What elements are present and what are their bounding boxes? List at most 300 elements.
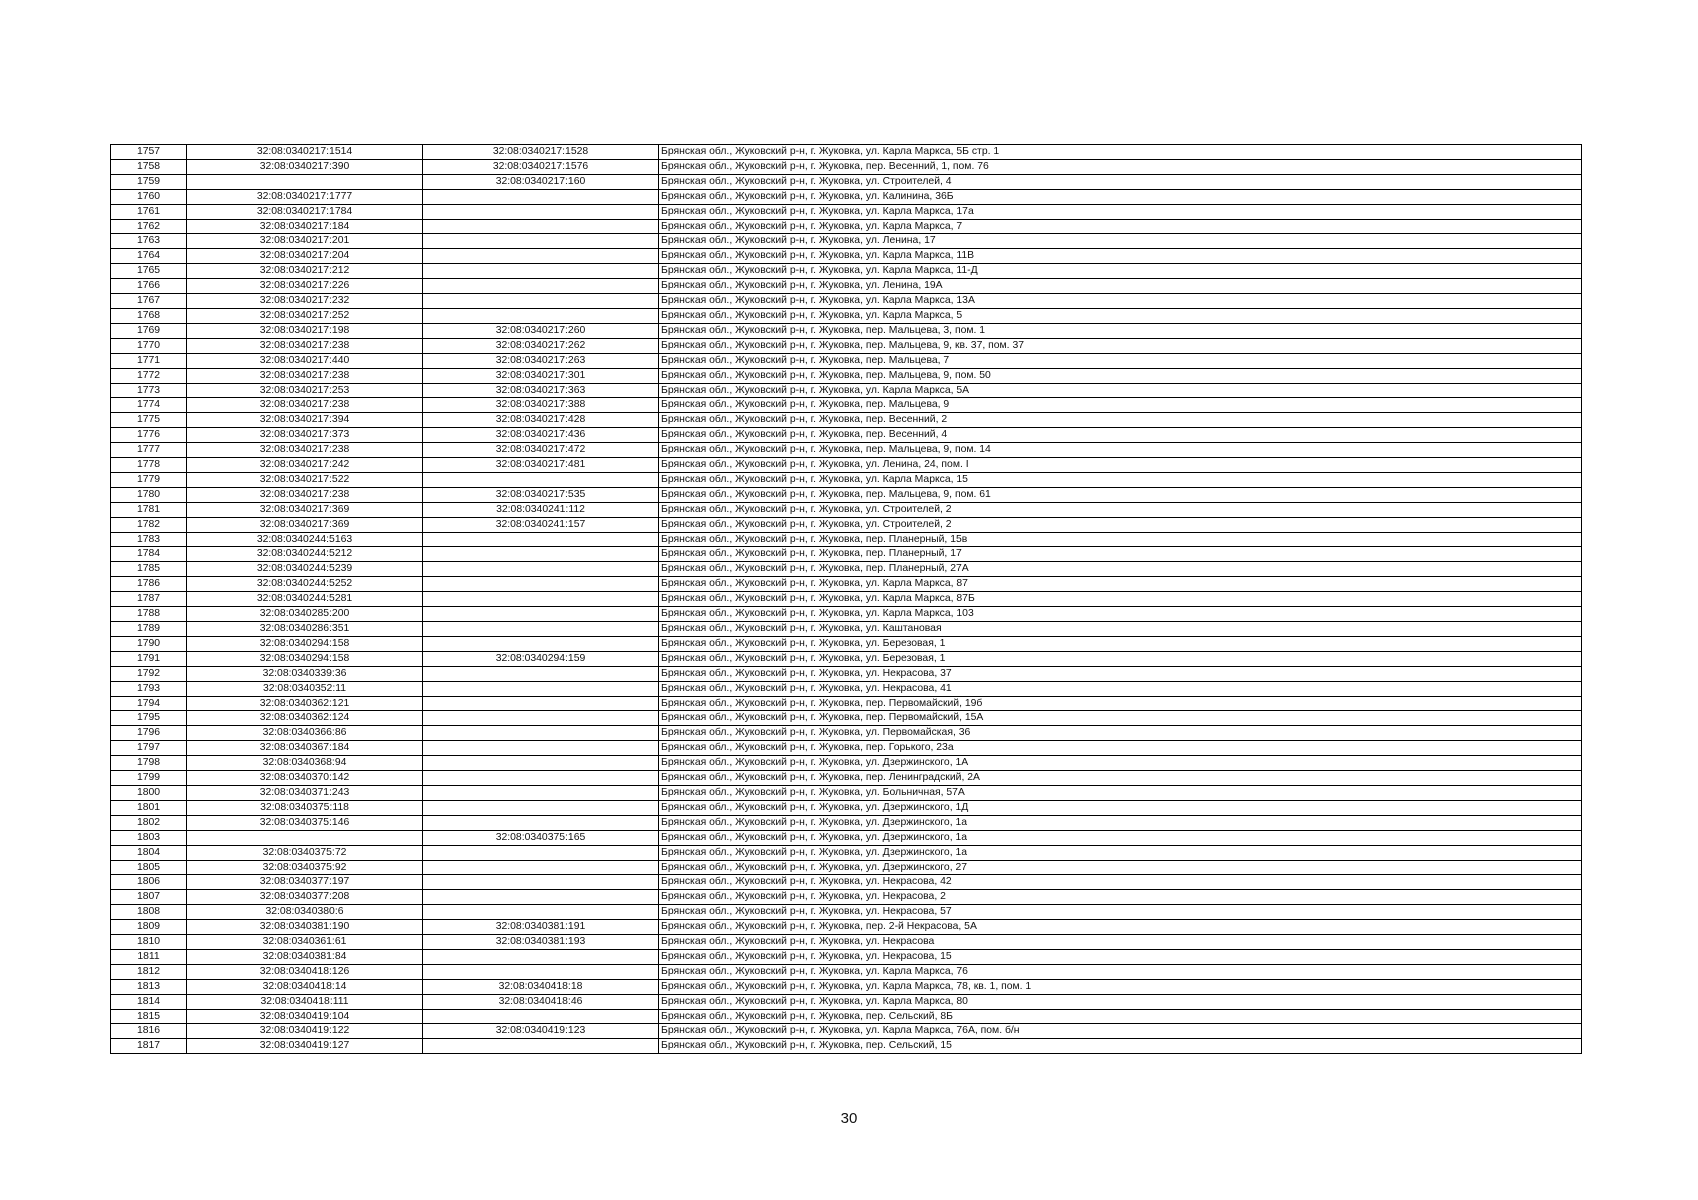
related-number-cell — [423, 636, 659, 651]
address-cell: Брянская обл., Жуковский р-н, г. Жуковка, пер. Мальцева, 3, пом. 1 — [659, 323, 1582, 338]
address-cell: Брянская обл., Жуковский р-н, г. Жуковка, пер. Мальцева, 9, кв. 37, пом. 37 — [659, 338, 1582, 353]
table-row — [111, 681, 1582, 696]
cadastral-number-cell: 32:08:0340217:204 — [187, 249, 423, 264]
table-row — [111, 398, 1582, 413]
cadastral-number-cell: 32:08:0340367:184 — [187, 741, 423, 756]
row-number-cell: 1795 — [111, 711, 187, 726]
related-number-cell — [423, 890, 659, 905]
related-number-cell — [423, 666, 659, 681]
table-row — [111, 964, 1582, 979]
row-number-cell: 1777 — [111, 443, 187, 458]
related-number-cell — [423, 905, 659, 920]
row-number-cell: 1764 — [111, 249, 187, 264]
table-row — [111, 428, 1582, 443]
related-number-cell: 32:08:0340217:472 — [423, 443, 659, 458]
row-number-cell: 1758 — [111, 159, 187, 174]
cadastral-number-cell — [187, 830, 423, 845]
row-number-cell: 1796 — [111, 726, 187, 741]
address-cell: Брянская обл., Жуковский р-н, г. Жуковка, ул. Карла Маркса, 80 — [659, 994, 1582, 1009]
address-cell: Брянская обл., Жуковский р-н, г. Жуковка, ул. Каштановая — [659, 622, 1582, 637]
related-number-cell — [423, 294, 659, 309]
cadastral-number-cell: 32:08:0340377:208 — [187, 890, 423, 905]
address-cell: Брянская обл., Жуковский р-н, г. Жуковка, ул. Березовая, 1 — [659, 651, 1582, 666]
table-row — [111, 219, 1582, 234]
cadastral-number-cell: 32:08:0340244:5163 — [187, 532, 423, 547]
row-number-cell: 1765 — [111, 264, 187, 279]
row-number-cell: 1776 — [111, 428, 187, 443]
address-cell: Брянская обл., Жуковский р-н, г. Жуковка, ул. Карла Маркса, 5 — [659, 308, 1582, 323]
row-number-cell: 1791 — [111, 651, 187, 666]
page-number: 30 — [840, 1110, 858, 1127]
address-cell: Брянская обл., Жуковский р-н, г. Жуковка, ул. Дзержинского, 1а — [659, 815, 1582, 830]
row-number-cell: 1757 — [111, 145, 187, 160]
related-number-cell — [423, 815, 659, 830]
cadastral-number-cell: 32:08:0340375:92 — [187, 860, 423, 875]
cadastral-number-cell: 32:08:0340217:252 — [187, 308, 423, 323]
related-number-cell: 32:08:0340217:1576 — [423, 159, 659, 174]
cadastral-number-cell: 32:08:0340217:1777 — [187, 189, 423, 204]
cadastral-number-cell: 32:08:0340244:5252 — [187, 577, 423, 592]
row-number-cell: 1785 — [111, 562, 187, 577]
address-cell: Брянская обл., Жуковский р-н, г. Жуковка, ул. Карла Маркса, 15 — [659, 472, 1582, 487]
table-row — [111, 800, 1582, 815]
row-number-cell: 1769 — [111, 323, 187, 338]
table-row — [111, 979, 1582, 994]
cadastral-number-cell: 32:08:0340217:369 — [187, 517, 423, 532]
table-row — [111, 279, 1582, 294]
cadastral-number-cell: 32:08:0340217:238 — [187, 398, 423, 413]
related-number-cell: 32:08:0340217:436 — [423, 428, 659, 443]
row-number-cell: 1768 — [111, 308, 187, 323]
related-number-cell — [423, 726, 659, 741]
table-row — [111, 458, 1582, 473]
row-number-cell: 1789 — [111, 622, 187, 637]
cadastral-number-cell: 32:08:0340217:201 — [187, 234, 423, 249]
row-number-cell: 1805 — [111, 860, 187, 875]
table-row — [111, 860, 1582, 875]
related-number-cell — [423, 279, 659, 294]
related-number-cell — [423, 785, 659, 800]
table-row — [111, 443, 1582, 458]
table-row — [111, 622, 1582, 637]
address-cell: Брянская обл., Жуковский р-н, г. Жуковка, ул. Карла Маркса, 76 — [659, 964, 1582, 979]
table-row — [111, 756, 1582, 771]
table-row — [111, 517, 1582, 532]
row-number-cell: 1778 — [111, 458, 187, 473]
address-cell: Брянская обл., Жуковский р-н, г. Жуковка, ул. Карла Маркса, 11В — [659, 249, 1582, 264]
cadastral-number-cell: 32:08:0340217:212 — [187, 264, 423, 279]
table-row — [111, 562, 1582, 577]
address-cell: Брянская обл., Жуковский р-н, г. Жуковка, пер. Мальцева, 7 — [659, 353, 1582, 368]
table-row — [111, 1009, 1582, 1024]
related-number-cell: 32:08:0340217:263 — [423, 353, 659, 368]
address-cell: Брянская обл., Жуковский р-н, г. Жуковка, пер. Весенний, 1, пом. 76 — [659, 159, 1582, 174]
row-number-cell: 1771 — [111, 353, 187, 368]
related-number-cell — [423, 860, 659, 875]
related-number-cell: 32:08:0340217:428 — [423, 413, 659, 428]
related-number-cell: 32:08:0340241:112 — [423, 502, 659, 517]
cadastral-number-cell: 32:08:0340375:146 — [187, 815, 423, 830]
row-number-cell: 1793 — [111, 681, 187, 696]
cadastral-number-cell: 32:08:0340377:197 — [187, 875, 423, 890]
address-cell: Брянская обл., Жуковский р-н, г. Жуковка, пер. Мальцева, 9, пом. 50 — [659, 368, 1582, 383]
table-body — [111, 145, 1582, 1054]
address-cell: Брянская обл., Жуковский р-н, г. Жуковка, ул. Ленина, 17 — [659, 234, 1582, 249]
table-row — [111, 383, 1582, 398]
table-row — [111, 547, 1582, 562]
related-number-cell — [423, 204, 659, 219]
row-number-cell: 1787 — [111, 592, 187, 607]
cadastral-number-cell: 32:08:0340294:158 — [187, 636, 423, 651]
table-row — [111, 532, 1582, 547]
cadastral-number-cell: 32:08:0340380:6 — [187, 905, 423, 920]
row-number-cell: 1808 — [111, 905, 187, 920]
address-cell: Брянская обл., Жуковский р-н, г. Жуковка, ул. Первомайская, 36 — [659, 726, 1582, 741]
address-cell: Брянская обл., Жуковский р-н, г. Жуковка, пер. Мальцева, 9, пом. 61 — [659, 487, 1582, 502]
address-cell: Брянская обл., Жуковский р-н, г. Жуковка, пер. Ленинградский, 2А — [659, 771, 1582, 786]
related-number-cell — [423, 532, 659, 547]
cadastral-number-cell: 32:08:0340352:11 — [187, 681, 423, 696]
table-row — [111, 338, 1582, 353]
address-cell: Брянская обл., Жуковский р-н, г. Жуковка, ул. Карла Маркса, 78, кв. 1, пом. 1 — [659, 979, 1582, 994]
table-row — [111, 920, 1582, 935]
related-number-cell: 32:08:0340381:191 — [423, 920, 659, 935]
address-cell: Брянская обл., Жуковский р-н, г. Жуковка, ул. Дзержинского, 1а — [659, 830, 1582, 845]
cadastral-number-cell: 32:08:0340217:226 — [187, 279, 423, 294]
table-row — [111, 815, 1582, 830]
document-page — [110, 144, 1581, 1054]
table-row — [111, 845, 1582, 860]
row-number-cell: 1767 — [111, 294, 187, 309]
address-cell: Брянская обл., Жуковский р-н, г. Жуковка, пер. Первомайский, 19б — [659, 696, 1582, 711]
related-number-cell — [423, 1039, 659, 1054]
table-row — [111, 264, 1582, 279]
related-number-cell — [423, 681, 659, 696]
related-number-cell: 32:08:0340217:1528 — [423, 145, 659, 160]
table-row — [111, 607, 1582, 622]
cadastral-number-cell: 32:08:0340217:242 — [187, 458, 423, 473]
related-number-cell — [423, 219, 659, 234]
address-cell: Брянская обл., Жуковский р-н, г. Жуковка, ул. Ленина, 19А — [659, 279, 1582, 294]
address-cell: Брянская обл., Жуковский р-н, г. Жуковка, ул. Карла Маркса, 103 — [659, 607, 1582, 622]
cadastral-number-cell: 32:08:0340371:243 — [187, 785, 423, 800]
table-row — [111, 875, 1582, 890]
table-row — [111, 502, 1582, 517]
cadastral-number-cell: 32:08:0340217:238 — [187, 368, 423, 383]
table-row — [111, 234, 1582, 249]
row-number-cell: 1807 — [111, 890, 187, 905]
table-row — [111, 636, 1582, 651]
cadastral-table — [110, 144, 1582, 1054]
cadastral-number-cell: 32:08:0340419:104 — [187, 1009, 423, 1024]
address-cell: Брянская обл., Жуковский р-н, г. Жуковка, пер. 2-й Некрасова, 5А — [659, 920, 1582, 935]
address-cell: Брянская обл., Жуковский р-н, г. Жуковка, ул. Карла Маркса, 17а — [659, 204, 1582, 219]
cadastral-number-cell: 32:08:0340217:369 — [187, 502, 423, 517]
related-number-cell — [423, 592, 659, 607]
cadastral-number-cell: 32:08:0340217:238 — [187, 487, 423, 502]
related-number-cell — [423, 189, 659, 204]
address-cell: Брянская обл., Жуковский р-н, г. Жуковка, пер. Весенний, 2 — [659, 413, 1582, 428]
row-number-cell: 1798 — [111, 756, 187, 771]
related-number-cell — [423, 472, 659, 487]
row-number-cell: 1763 — [111, 234, 187, 249]
table-row — [111, 472, 1582, 487]
cadastral-number-cell: 32:08:0340217:232 — [187, 294, 423, 309]
row-number-cell: 1779 — [111, 472, 187, 487]
cadastral-number-cell: 32:08:0340418:126 — [187, 964, 423, 979]
related-number-cell: 32:08:0340418:46 — [423, 994, 659, 1009]
table-row — [111, 323, 1582, 338]
address-cell: Брянская обл., Жуковский р-н, г. Жуковка, пер. Сельский, 8Б — [659, 1009, 1582, 1024]
address-cell: Брянская обл., Жуковский р-н, г. Жуковка, ул. Березовая, 1 — [659, 636, 1582, 651]
cadastral-number-cell: 32:08:0340370:142 — [187, 771, 423, 786]
address-cell: Брянская обл., Жуковский р-н, г. Жуковка, пер. Сельский, 15 — [659, 1039, 1582, 1054]
cadastral-number-cell: 32:08:0340286:351 — [187, 622, 423, 637]
address-cell: Брянская обл., Жуковский р-н, г. Жуковка, ул. Некрасова, 57 — [659, 905, 1582, 920]
related-number-cell: 32:08:0340419:123 — [423, 1024, 659, 1039]
related-number-cell — [423, 741, 659, 756]
cadastral-number-cell: 32:08:0340361:61 — [187, 935, 423, 950]
table-row — [111, 174, 1582, 189]
address-cell: Брянская обл., Жуковский р-н, г. Жуковка, ул. Карла Маркса, 87 — [659, 577, 1582, 592]
related-number-cell — [423, 607, 659, 622]
related-number-cell: 32:08:0340381:193 — [423, 935, 659, 950]
table-row — [111, 592, 1582, 607]
table-row — [111, 308, 1582, 323]
cadastral-number-cell: 32:08:0340375:118 — [187, 800, 423, 815]
cadastral-number-cell: 32:08:0340244:5239 — [187, 562, 423, 577]
related-number-cell — [423, 622, 659, 637]
row-number-cell: 1759 — [111, 174, 187, 189]
address-cell: Брянская обл., Жуковский р-н, г. Жуковка, ул. Карла Маркса, 5А — [659, 383, 1582, 398]
table-row — [111, 145, 1582, 160]
cadastral-number-cell: 32:08:0340244:5212 — [187, 547, 423, 562]
related-number-cell: 32:08:0340217:388 — [423, 398, 659, 413]
address-cell: Брянская обл., Жуковский р-н, г. Жуковка, пер. Планерный, 17 — [659, 547, 1582, 562]
address-cell: Брянская обл., Жуковский р-н, г. Жуковка, ул. Некрасова, 42 — [659, 875, 1582, 890]
row-number-cell: 1775 — [111, 413, 187, 428]
cadastral-number-cell: 32:08:0340381:190 — [187, 920, 423, 935]
address-cell: Брянская обл., Жуковский р-н, г. Жуковка, ул. Некрасова, 37 — [659, 666, 1582, 681]
table-row — [111, 935, 1582, 950]
row-number-cell: 1786 — [111, 577, 187, 592]
row-number-cell: 1792 — [111, 666, 187, 681]
related-number-cell — [423, 577, 659, 592]
row-number-cell: 1815 — [111, 1009, 187, 1024]
related-number-cell — [423, 771, 659, 786]
table-row — [111, 1024, 1582, 1039]
related-number-cell: 32:08:0340418:18 — [423, 979, 659, 994]
row-number-cell: 1799 — [111, 771, 187, 786]
row-number-cell: 1761 — [111, 204, 187, 219]
address-cell: Брянская обл., Жуковский р-н, г. Жуковка, ул. Строителей, 2 — [659, 517, 1582, 532]
row-number-cell: 1766 — [111, 279, 187, 294]
related-number-cell: 32:08:0340217:262 — [423, 338, 659, 353]
address-cell: Брянская обл., Жуковский р-н, г. Жуковка, ул. Карла Маркса, 76А, пом. б/н — [659, 1024, 1582, 1039]
address-cell: Брянская обл., Жуковский р-н, г. Жуковка, ул. Строителей, 4 — [659, 174, 1582, 189]
row-number-cell: 1762 — [111, 219, 187, 234]
address-cell: Брянская обл., Жуковский р-н, г. Жуковка, ул. Строителей, 2 — [659, 502, 1582, 517]
related-number-cell: 32:08:0340294:159 — [423, 651, 659, 666]
table-row — [111, 741, 1582, 756]
row-number-cell: 1782 — [111, 517, 187, 532]
cadastral-number-cell: 32:08:0340217:394 — [187, 413, 423, 428]
cadastral-number-cell: 32:08:0340217:253 — [187, 383, 423, 398]
related-number-cell: 32:08:0340217:363 — [423, 383, 659, 398]
row-number-cell: 1794 — [111, 696, 187, 711]
related-number-cell — [423, 696, 659, 711]
cadastral-number-cell: 32:08:0340362:121 — [187, 696, 423, 711]
address-cell: Брянская обл., Жуковский р-н, г. Жуковка, ул. Больничная, 57А — [659, 785, 1582, 800]
row-number-cell: 1812 — [111, 964, 187, 979]
table-row — [111, 994, 1582, 1009]
address-cell: Брянская обл., Жуковский р-н, г. Жуковка, ул. Дзержинского, 1а — [659, 845, 1582, 860]
related-number-cell — [423, 711, 659, 726]
cadastral-number-cell: 32:08:0340418:14 — [187, 979, 423, 994]
address-cell: Брянская обл., Жуковский р-н, г. Жуковка, ул. Карла Маркса, 87Б — [659, 592, 1582, 607]
table-row — [111, 577, 1582, 592]
row-number-cell: 1772 — [111, 368, 187, 383]
table-row — [111, 368, 1582, 383]
cadastral-number-cell — [187, 174, 423, 189]
address-cell: Брянская обл., Жуковский р-н, г. Жуковка, пер. Мальцева, 9 — [659, 398, 1582, 413]
row-number-cell: 1784 — [111, 547, 187, 562]
address-cell: Брянская обл., Жуковский р-н, г. Жуковка, ул. Карла Маркса, 7 — [659, 219, 1582, 234]
row-number-cell: 1783 — [111, 532, 187, 547]
related-number-cell — [423, 800, 659, 815]
related-number-cell — [423, 562, 659, 577]
cadastral-number-cell: 32:08:0340217:440 — [187, 353, 423, 368]
cadastral-number-cell: 32:08:0340368:94 — [187, 756, 423, 771]
cadastral-number-cell: 32:08:0340419:127 — [187, 1039, 423, 1054]
related-number-cell — [423, 547, 659, 562]
table-row — [111, 1039, 1582, 1054]
table-row — [111, 204, 1582, 219]
table-row — [111, 905, 1582, 920]
address-cell: Брянская обл., Жуковский р-н, г. Жуковка, ул. Дзержинского, 27 — [659, 860, 1582, 875]
related-number-cell: 32:08:0340217:535 — [423, 487, 659, 502]
table-row — [111, 487, 1582, 502]
cadastral-number-cell: 32:08:0340285:200 — [187, 607, 423, 622]
related-number-cell: 32:08:0340375:165 — [423, 830, 659, 845]
related-number-cell — [423, 949, 659, 964]
table-row — [111, 771, 1582, 786]
related-number-cell — [423, 964, 659, 979]
address-cell: Брянская обл., Жуковский р-н, г. Жуковка, пер. Мальцева, 9, пом. 14 — [659, 443, 1582, 458]
table-row — [111, 949, 1582, 964]
cadastral-number-cell: 32:08:0340217:390 — [187, 159, 423, 174]
table-row — [111, 890, 1582, 905]
cadastral-number-cell: 32:08:0340217:198 — [187, 323, 423, 338]
row-number-cell: 1801 — [111, 800, 187, 815]
table-row — [111, 666, 1582, 681]
cadastral-number-cell: 32:08:0340217:1784 — [187, 204, 423, 219]
address-cell: Брянская обл., Жуковский р-н, г. Жуковка, пер. Горького, 23а — [659, 741, 1582, 756]
address-cell: Брянская обл., Жуковский р-н, г. Жуковка, ул. Карла Маркса, 13А — [659, 294, 1582, 309]
row-number-cell: 1809 — [111, 920, 187, 935]
cadastral-number-cell: 32:08:0340217:522 — [187, 472, 423, 487]
table-row — [111, 726, 1582, 741]
row-number-cell: 1816 — [111, 1024, 187, 1039]
row-number-cell: 1774 — [111, 398, 187, 413]
cadastral-number-cell: 32:08:0340217:373 — [187, 428, 423, 443]
address-cell: Брянская обл., Жуковский р-н, г. Жуковка, ул. Некрасова — [659, 935, 1582, 950]
row-number-cell: 1773 — [111, 383, 187, 398]
row-number-cell: 1797 — [111, 741, 187, 756]
table-row — [111, 711, 1582, 726]
cadastral-number-cell: 32:08:0340381:84 — [187, 949, 423, 964]
cadastral-number-cell: 32:08:0340362:124 — [187, 711, 423, 726]
related-number-cell: 32:08:0340217:301 — [423, 368, 659, 383]
table-row — [111, 830, 1582, 845]
table-row — [111, 353, 1582, 368]
address-cell: Брянская обл., Жуковский р-н, г. Жуковка, пер. Первомайский, 15А — [659, 711, 1582, 726]
cadastral-number-cell: 32:08:0340217:184 — [187, 219, 423, 234]
row-number-cell: 1781 — [111, 502, 187, 517]
address-cell: Брянская обл., Жуковский р-н, г. Жуковка, ул. Некрасова, 2 — [659, 890, 1582, 905]
related-number-cell — [423, 756, 659, 771]
related-number-cell: 32:08:0340217:260 — [423, 323, 659, 338]
row-number-cell: 1780 — [111, 487, 187, 502]
address-cell: Брянская обл., Жуковский р-н, г. Жуковка, ул. Ленина, 24, пом. I — [659, 458, 1582, 473]
row-number-cell: 1788 — [111, 607, 187, 622]
row-number-cell: 1813 — [111, 979, 187, 994]
table-row — [111, 249, 1582, 264]
table-row — [111, 159, 1582, 174]
row-number-cell: 1802 — [111, 815, 187, 830]
address-cell: Брянская обл., Жуковский р-н, г. Жуковка, ул. Карла Маркса, 11-Д — [659, 264, 1582, 279]
address-cell: Брянская обл., Жуковский р-н, г. Жуковка, ул. Калинина, 36Б — [659, 189, 1582, 204]
row-number-cell: 1810 — [111, 935, 187, 950]
row-number-cell: 1806 — [111, 875, 187, 890]
row-number-cell: 1803 — [111, 830, 187, 845]
related-number-cell — [423, 234, 659, 249]
related-number-cell — [423, 264, 659, 279]
address-cell: Брянская обл., Жуковский р-н, г. Жуковка, пер. Планерный, 15в — [659, 532, 1582, 547]
address-cell: Брянская обл., Жуковский р-н, г. Жуковка, ул. Карла Маркса, 5Б стр. 1 — [659, 145, 1582, 160]
row-number-cell: 1760 — [111, 189, 187, 204]
address-cell: Брянская обл., Жуковский р-н, г. Жуковка, ул. Дзержинского, 1А — [659, 756, 1582, 771]
table-row — [111, 785, 1582, 800]
table-row — [111, 696, 1582, 711]
cadastral-number-cell: 32:08:0340244:5281 — [187, 592, 423, 607]
cadastral-number-cell: 32:08:0340418:111 — [187, 994, 423, 1009]
related-number-cell — [423, 845, 659, 860]
related-number-cell — [423, 1009, 659, 1024]
cadastral-number-cell: 32:08:0340366:86 — [187, 726, 423, 741]
address-cell: Брянская обл., Жуковский р-н, г. Жуковка, ул. Некрасова, 41 — [659, 681, 1582, 696]
cadastral-number-cell: 32:08:0340375:72 — [187, 845, 423, 860]
cadastral-number-cell: 32:08:0340217:238 — [187, 443, 423, 458]
row-number-cell: 1770 — [111, 338, 187, 353]
address-cell: Брянская обл., Жуковский р-н, г. Жуковка, ул. Некрасова, 15 — [659, 949, 1582, 964]
address-cell: Брянская обл., Жуковский р-н, г. Жуковка, ул. Дзержинского, 1Д — [659, 800, 1582, 815]
address-cell: Брянская обл., Жуковский р-н, г. Жуковка, пер. Весенний, 4 — [659, 428, 1582, 443]
row-number-cell: 1804 — [111, 845, 187, 860]
cadastral-number-cell: 32:08:0340339:36 — [187, 666, 423, 681]
row-number-cell: 1814 — [111, 994, 187, 1009]
row-number-cell: 1790 — [111, 636, 187, 651]
cadastral-number-cell: 32:08:0340217:1514 — [187, 145, 423, 160]
cadastral-number-cell: 32:08:0340217:238 — [187, 338, 423, 353]
related-number-cell — [423, 308, 659, 323]
table-row — [111, 651, 1582, 666]
row-number-cell: 1800 — [111, 785, 187, 800]
related-number-cell — [423, 249, 659, 264]
table-row — [111, 189, 1582, 204]
table-row — [111, 294, 1582, 309]
cadastral-number-cell: 32:08:0340419:122 — [187, 1024, 423, 1039]
